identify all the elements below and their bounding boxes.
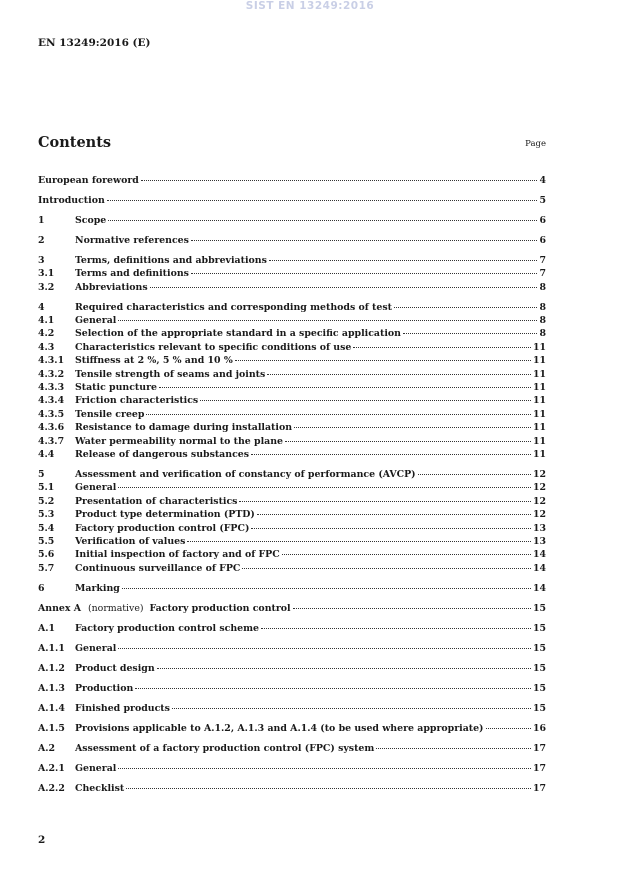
toc-entry-title: Verification of values xyxy=(75,535,186,547)
toc-entry-title: Assessment and verification of constancy of performance (AVCP) xyxy=(75,468,416,480)
dot-leader xyxy=(172,708,531,709)
dot-leader xyxy=(146,414,531,415)
dot-leader xyxy=(267,374,531,375)
toc-entry-title: Terms and definitions xyxy=(75,268,189,280)
toc-entry-page: 15 xyxy=(532,702,546,714)
toc-entry-title: Introduction xyxy=(38,194,105,206)
dot-leader xyxy=(294,427,531,428)
toc-entry-number: 4.3.6 xyxy=(38,422,65,434)
toc-entry-number: 3.1 xyxy=(38,268,55,280)
toc-entry-page: 11 xyxy=(532,435,546,447)
toc-entry-page: 15 xyxy=(532,662,546,674)
toc-entry-title: General xyxy=(75,315,117,327)
dot-leader xyxy=(191,240,538,241)
toc-entry-page: 11 xyxy=(532,355,546,367)
dot-leader xyxy=(118,320,537,321)
dot-leader xyxy=(239,501,530,502)
toc-entry-page: 8 xyxy=(539,315,546,327)
document-id: EN 13249:2016 (E) xyxy=(38,37,151,49)
toc-entry-number: A.1.2 xyxy=(38,662,65,674)
toc-entry-title: Product type determination (PTD) xyxy=(75,509,255,521)
toc-entry[interactable] xyxy=(38,495,546,508)
toc-entry-number: 4.4 xyxy=(38,449,55,460)
dot-leader xyxy=(159,387,531,388)
dot-leader xyxy=(418,474,531,475)
toc-entry-page: 7 xyxy=(539,268,546,280)
dot-leader xyxy=(269,260,538,261)
toc-entry-number: 3.2 xyxy=(38,281,55,293)
toc-entry-page: 15 xyxy=(532,642,546,654)
dot-leader xyxy=(403,333,538,334)
toc-entry-title: Resistance to damage during installation xyxy=(75,422,293,434)
page-number: 2 xyxy=(38,834,46,846)
dot-leader xyxy=(191,273,538,274)
toc-entry-number: 4.3.7 xyxy=(38,435,65,447)
toc-entry-number: Annex A xyxy=(38,602,81,614)
dot-leader xyxy=(118,648,531,649)
dot-leader xyxy=(285,441,531,442)
toc-entry-number: 6 xyxy=(38,582,45,594)
toc-entry-number: 4.3.1 xyxy=(38,355,65,367)
toc-entry-page: 17 xyxy=(532,742,546,754)
toc-entry[interactable] xyxy=(38,582,546,595)
toc-entry[interactable] xyxy=(38,368,546,381)
toc-entry-number: 5.7 xyxy=(38,562,55,574)
toc-entry-title: Provisions applicable to A.1.2, A.1.3 and A.1.4 (to be used where appropriate) xyxy=(75,722,484,734)
watermark: SIST EN 13249:2016 xyxy=(245,0,375,12)
dot-leader xyxy=(282,554,531,555)
toc-entry-number: A.2 xyxy=(38,742,56,754)
toc-entry[interactable] xyxy=(38,194,546,207)
page-column-label: Page xyxy=(525,139,546,149)
dot-leader xyxy=(122,588,531,589)
toc-entry-number: 5.5 xyxy=(38,535,55,547)
toc-entry-title: Normative references xyxy=(75,234,189,246)
toc-entry-page: 14 xyxy=(532,549,546,561)
toc-entry-page: 11 xyxy=(532,368,546,380)
toc-entry-title: Scope xyxy=(75,214,107,226)
toc-entry[interactable] xyxy=(38,762,546,775)
toc-entry-page: 12 xyxy=(532,482,546,494)
toc-entry[interactable] xyxy=(38,354,546,367)
toc-entry-page: 6 xyxy=(539,234,546,246)
toc-entry-title: Initial inspection of factory and of FPC xyxy=(75,549,280,561)
toc-entry-page: 17 xyxy=(532,782,546,794)
toc-entry-title: Factory production control (FPC) xyxy=(75,522,250,534)
toc-entry[interactable] xyxy=(38,535,546,548)
toc-entry-page: 6 xyxy=(539,214,546,226)
toc-entry-title: Checklist xyxy=(75,782,125,794)
dot-leader xyxy=(157,668,531,669)
toc-entry-number: A.1.4 xyxy=(38,702,65,714)
toc-entry-note: (normative) xyxy=(85,602,150,614)
toc-entry-title: Tensile strength of seams and joints xyxy=(75,368,266,380)
toc-entry-page: 4 xyxy=(539,175,546,186)
toc-entry[interactable] xyxy=(38,435,546,448)
toc-entry-number: 4 xyxy=(38,301,45,313)
toc-entry[interactable] xyxy=(38,622,546,635)
toc-entry-number: 1 xyxy=(38,214,45,226)
toc-entry[interactable] xyxy=(38,234,546,247)
toc-entry[interactable] xyxy=(38,267,546,280)
toc-entry-page: 13 xyxy=(532,535,546,547)
dot-leader xyxy=(293,608,531,609)
toc-entry-title: Assessment of a factory production control (FPC) system xyxy=(75,742,375,754)
toc-entry-number: 5 xyxy=(38,468,45,480)
toc-entry-page: 15 xyxy=(532,602,546,614)
toc-entry-page: 11 xyxy=(532,341,546,353)
toc-entry-title: Product design xyxy=(75,662,155,674)
toc-entry-title: Presentation of characteristics xyxy=(75,495,238,507)
dot-leader xyxy=(394,307,538,308)
toc-entry[interactable] xyxy=(38,468,546,481)
toc-entry-page: 8 xyxy=(539,301,546,313)
toc-entry-number: A.1.1 xyxy=(38,642,65,654)
dot-leader xyxy=(118,768,531,769)
toc-entry[interactable] xyxy=(38,642,546,655)
dot-leader xyxy=(261,628,531,629)
dot-leader xyxy=(108,220,537,221)
dot-leader xyxy=(353,347,531,348)
toc-entry-number: 4.3.4 xyxy=(38,395,65,407)
toc-entry-page: 15 xyxy=(532,622,546,634)
table-of-contents xyxy=(38,174,546,795)
toc-entry[interactable] xyxy=(38,421,546,434)
toc-entry-title: Tensile creep xyxy=(75,408,145,420)
toc-entry-number: A.2.1 xyxy=(38,762,65,774)
toc-entry-page: 12 xyxy=(532,495,546,507)
toc-entry[interactable] xyxy=(38,341,546,354)
toc-entry-page: 11 xyxy=(532,395,546,407)
toc-entry[interactable] xyxy=(38,394,546,407)
toc-entry-number: 5.3 xyxy=(38,509,55,521)
toc-entry-page: 15 xyxy=(532,682,546,694)
dot-leader xyxy=(235,360,531,361)
toc-entry-title: General xyxy=(75,762,117,774)
toc-entry-number: A.1.5 xyxy=(38,722,65,734)
toc-entry-number: 5.4 xyxy=(38,522,55,534)
toc-entry[interactable] xyxy=(38,254,546,267)
contents-heading: Contents xyxy=(38,134,112,151)
toc-entry[interactable] xyxy=(38,214,546,227)
toc-entry[interactable] xyxy=(38,602,546,615)
toc-entry-page: 7 xyxy=(539,254,546,266)
toc-entry-page: 16 xyxy=(532,722,546,734)
toc-entry[interactable] xyxy=(38,381,546,394)
toc-entry-title: General xyxy=(75,642,117,654)
toc-entry-page: 11 xyxy=(532,408,546,420)
dot-leader xyxy=(251,528,531,529)
toc-entry[interactable] xyxy=(38,314,546,327)
toc-entry-page: 11 xyxy=(532,382,546,394)
toc-entry-title: Production xyxy=(75,682,134,694)
toc-entry-page: 11 xyxy=(532,449,546,460)
toc-entry-page: 8 xyxy=(539,281,546,293)
dot-leader xyxy=(242,568,531,569)
toc-entry-title: Static puncture xyxy=(75,382,157,394)
dot-leader xyxy=(376,748,531,749)
toc-entry-page: 12 xyxy=(532,509,546,521)
toc-entry-page: 12 xyxy=(532,468,546,480)
toc-entry-page: 17 xyxy=(532,762,546,774)
toc-entry-title: Marking xyxy=(75,582,120,594)
toc-entry-title: Abbreviations xyxy=(75,281,148,293)
toc-entry-number: 3 xyxy=(38,254,45,266)
toc-entry-title: Continuous surveillance of FPC xyxy=(75,562,241,574)
toc-entry[interactable] xyxy=(38,448,546,461)
toc-entry-page: 11 xyxy=(532,422,546,434)
toc-entry[interactable] xyxy=(38,281,546,294)
toc-entry-title: European foreword xyxy=(38,175,139,186)
dot-leader xyxy=(126,788,531,789)
toc-entry[interactable] xyxy=(38,782,546,795)
toc-entry-number: A.1.3 xyxy=(38,682,65,694)
toc-entry-number: 2 xyxy=(38,234,45,246)
toc-entry[interactable] xyxy=(38,301,546,314)
toc-entry[interactable] xyxy=(38,174,546,187)
toc-entry-number: A.1 xyxy=(38,622,56,634)
toc-entry-title: Release of dangerous substances xyxy=(75,449,250,460)
toc-entry-number: 4.1 xyxy=(38,315,55,327)
dot-leader xyxy=(187,541,531,542)
toc-entry[interactable] xyxy=(38,662,546,675)
toc-entry-title: Characteristics relevant to specific conditions of use xyxy=(75,341,352,353)
dot-leader xyxy=(135,688,531,689)
toc-entry-page: 14 xyxy=(532,582,546,594)
toc-entry-title: Selection of the appropriate standard in a specific application xyxy=(75,328,401,340)
toc-entry-title: General xyxy=(75,482,117,494)
toc-entry-number: 4.2 xyxy=(38,328,55,340)
toc-entry-number: 4.3.3 xyxy=(38,382,65,394)
toc-entry-page: 5 xyxy=(539,194,546,206)
toc-entry-number: 5.2 xyxy=(38,495,55,507)
dot-leader xyxy=(251,454,531,455)
toc-entry-title: Factory production control scheme xyxy=(75,622,259,634)
toc-entry-title: Required characteristics and corresponding methods of test xyxy=(75,301,392,313)
toc-entry[interactable] xyxy=(38,327,546,340)
toc-entry-number: 4.3.5 xyxy=(38,408,65,420)
toc-entry-title: Friction characteristics xyxy=(75,395,199,407)
toc-entry[interactable] xyxy=(38,481,546,494)
toc-entry-title: Water permeability normal to the plane xyxy=(75,435,284,447)
toc-entry[interactable] xyxy=(38,408,546,421)
toc-entry[interactable] xyxy=(38,562,546,575)
toc-entry-number: 4.3 xyxy=(38,341,55,353)
dot-leader xyxy=(200,400,531,401)
toc-entry-number: A.2.2 xyxy=(38,782,65,794)
toc-entry[interactable] xyxy=(38,548,546,561)
toc-entry[interactable] xyxy=(38,722,546,735)
toc-entry[interactable] xyxy=(38,702,546,715)
toc-entry-title: Finished products xyxy=(75,702,170,714)
toc-entry-page: 13 xyxy=(532,522,546,534)
toc-entry-number: 5.6 xyxy=(38,549,55,561)
toc-entry[interactable] xyxy=(38,522,546,535)
dot-leader xyxy=(257,514,531,515)
dot-leader xyxy=(118,487,531,488)
toc-entry-title: Terms, definitions and abbreviations xyxy=(75,254,267,266)
toc-entry-number: 4.3.2 xyxy=(38,368,65,380)
dot-leader xyxy=(107,200,538,201)
toc-entry-page: 8 xyxy=(539,328,546,340)
toc-entry[interactable] xyxy=(38,682,546,695)
toc-entry-page: 14 xyxy=(532,562,546,574)
toc-entry[interactable] xyxy=(38,742,546,755)
dot-leader xyxy=(141,180,538,181)
toc-entry-number: 5.1 xyxy=(38,482,55,494)
dot-leader xyxy=(150,287,538,288)
toc-entry[interactable] xyxy=(38,508,546,521)
dot-leader xyxy=(486,728,531,729)
toc-entry-title: Factory production control xyxy=(149,602,291,614)
toc-entry-title: Stiffness at 2 %, 5 % and 10 % xyxy=(75,355,233,367)
